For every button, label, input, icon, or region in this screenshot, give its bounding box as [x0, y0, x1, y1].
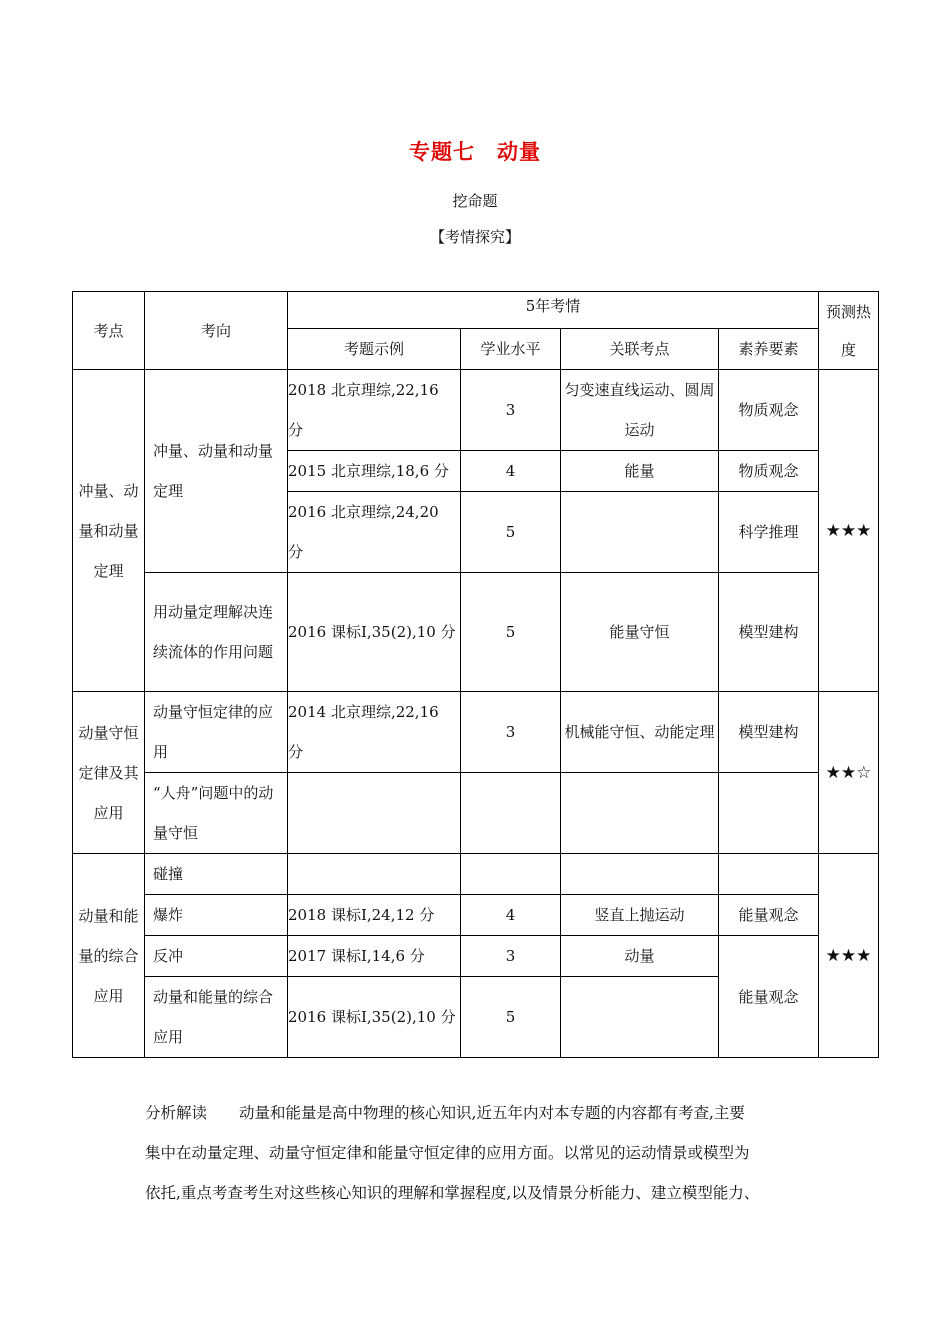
example-cell [288, 773, 461, 854]
literacy-cell [719, 773, 819, 854]
header-related: 关联考点 [561, 329, 719, 370]
literacy-cell: 物质观念 [719, 370, 819, 451]
level-cell: 3 [461, 692, 561, 773]
kaoxiang-cell: 动量守恒定律的应用 [145, 692, 288, 773]
level-cell [461, 773, 561, 854]
example-cell: 2017 课标Ⅰ,14,6 分 [288, 936, 461, 977]
literacy-cell [719, 854, 819, 895]
level-cell: 3 [461, 936, 561, 977]
kaodian-cell: 动量守恒定律及其应用 [73, 692, 145, 854]
example-cell: 2016 课标Ⅰ,35(2),10 分 [288, 977, 461, 1058]
page-title: 专题七 动量 [409, 139, 541, 164]
kaoxiang-cell: 碰撞 [145, 854, 288, 895]
literacy-cell: 科学推理 [719, 492, 819, 573]
analysis-label: 分析解读 [145, 1104, 208, 1122]
literacy-cell: 物质观念 [719, 451, 819, 492]
analysis-line-1 [145, 1093, 810, 1133]
literacy-cell: 能量观念 [719, 895, 819, 936]
related-cell: 动量 [561, 936, 719, 977]
example-cell: 2015 北京理综,18,6 分 [288, 451, 461, 492]
related-cell [561, 854, 719, 895]
header-kaodian: 考点 [73, 292, 145, 370]
level-cell: 4 [461, 895, 561, 936]
kaodian-cell: 动量和能量的综合应用 [73, 854, 145, 1058]
heat-stars: ★★☆ [819, 692, 879, 854]
header-level: 学业水平 [461, 329, 561, 370]
exam-analysis-table [72, 291, 879, 1058]
analysis-line-2: 集中在动量定理、动量守恒定律和能量守恒定律的应用方面。以常见的运动情景或模型为 [145, 1144, 750, 1162]
section-heading: 【考情探究】 [429, 228, 520, 246]
related-cell: 匀变速直线运动、圆周运动 [561, 370, 719, 451]
level-cell: 5 [461, 573, 561, 692]
related-cell [561, 773, 719, 854]
header-heat: 预测热度 [819, 292, 879, 370]
kaoxiang-cell: 用动量定理解决连续流体的作用问题 [145, 573, 288, 692]
related-cell: 能量守恒 [561, 573, 719, 692]
example-cell [288, 854, 461, 895]
kaoxiang-cell: 冲量、动量和动量定理 [145, 370, 288, 573]
level-cell [461, 854, 561, 895]
kaodian-cell: 冲量、动量和动量定理 [73, 370, 145, 692]
kaoxiang-cell: 反冲 [145, 936, 288, 977]
example-cell: 2018 北京理综,22,16 分 [288, 370, 461, 451]
subtitle: 挖命题 [452, 192, 498, 210]
related-cell: 竖直上抛运动 [561, 895, 719, 936]
related-cell [561, 977, 719, 1058]
analysis-line-3: 依托,重点考查考生对这些核心知识的理解和掌握程度,以及情景分析能力、建立模型能力、 [145, 1184, 760, 1202]
heat-stars: ★★★ [819, 854, 879, 1058]
heat-stars: ★★★ [819, 370, 879, 692]
kaoxiang-cell: 动量和能量的综合应用 [145, 977, 288, 1058]
related-cell: 能量 [561, 451, 719, 492]
level-cell: 4 [461, 451, 561, 492]
literacy-cell: 模型建构 [719, 692, 819, 773]
literacy-cell: 模型建构 [719, 573, 819, 692]
header-five-years: 5年考情 [288, 292, 819, 329]
level-cell: 5 [461, 492, 561, 573]
header-kaoxiang: 考向 [145, 292, 288, 370]
kaoxiang-cell: “人舟”问题中的动量守恒 [145, 773, 288, 854]
level-cell: 5 [461, 977, 561, 1058]
example-cell: 2016 北京理综,24,20 分 [288, 492, 461, 573]
analysis-text-1: 动量和能量是高中物理的核心知识,近五年内对本专题的内容都有考查,主要 [239, 1104, 745, 1122]
related-cell: 机械能守恒、动能定理 [561, 692, 719, 773]
level-cell: 3 [461, 370, 561, 451]
example-cell: 2018 课标Ⅰ,24,12 分 [288, 895, 461, 936]
header-literacy: 素养要素 [719, 329, 819, 370]
example-cell: 2014 北京理综,22,16 分 [288, 692, 461, 773]
related-cell [561, 492, 719, 573]
header-example: 考题示例 [288, 329, 461, 370]
example-cell: 2016 课标Ⅰ,35(2),10 分 [288, 573, 461, 692]
literacy-cell: 能量观念 [719, 936, 819, 1058]
kaoxiang-cell: 爆炸 [145, 895, 288, 936]
